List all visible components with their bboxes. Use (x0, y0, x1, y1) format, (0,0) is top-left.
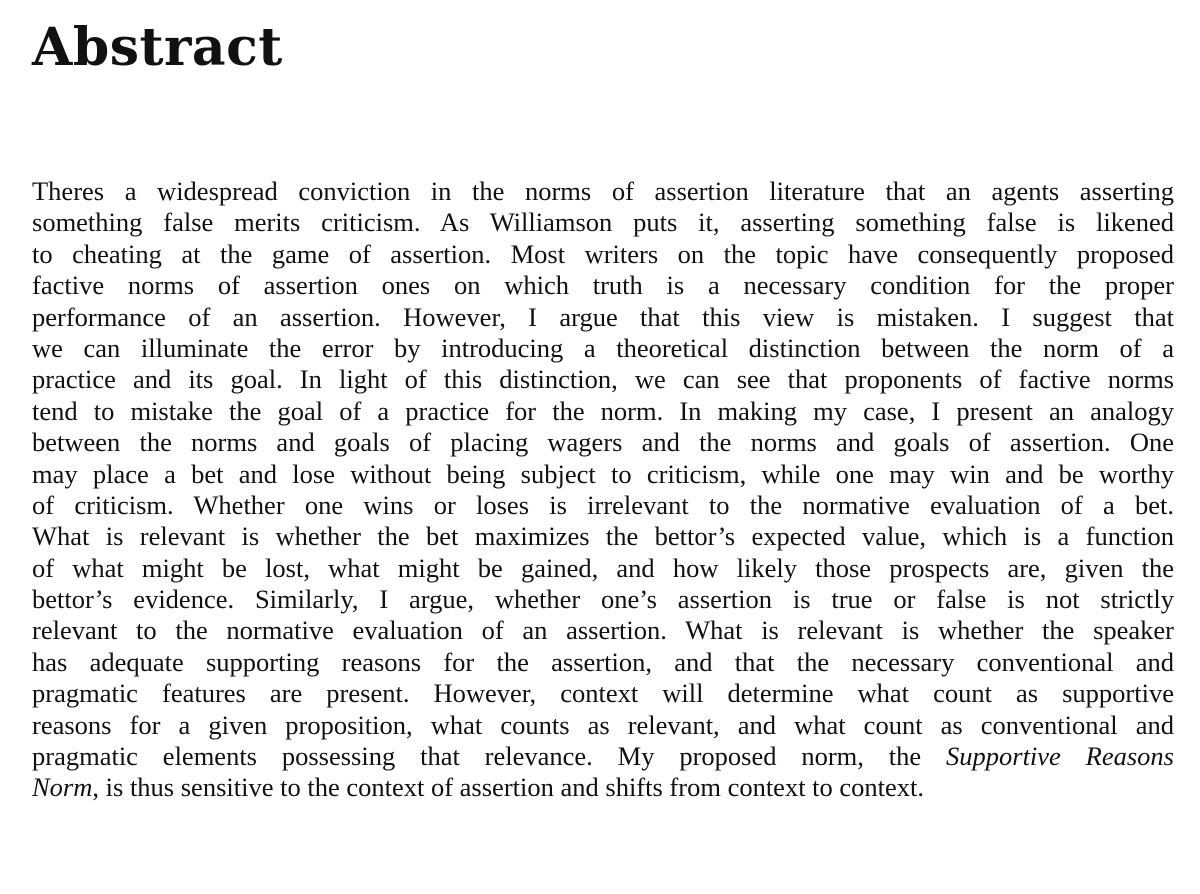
abstract-line-17: pragmatic features are present. However, context will determine what count as supportive (32, 678, 1174, 709)
norm-name-emphasis-end: Norm (32, 772, 93, 803)
abstract-line-16: has adequate supporting reasons for the assertion, and that the necessary conventional and (32, 646, 1174, 677)
abstract-line-8: tend to mistake the goal of a practice for the norm. In making my case, I present an analogy (32, 395, 1174, 426)
abstract-line-4: factive norms of assertion ones on which truth is a necessary condition for the proper (32, 270, 1174, 301)
abstract-line-18: reasons for a given proposition, what counts as relevant, and what count as conventional and (32, 709, 1174, 740)
abstract-line-19 (32, 741, 1174, 772)
abstract-line-2: something false merits criticism. As Williamson puts it, asserting something false is likened (32, 207, 1174, 238)
section-heading: Abstract (32, 17, 283, 78)
abstract-line-20-text: , is thus sensitive to the context of assertion and shifts from context to context. (92, 772, 925, 803)
abstract-line-13: of what might be lost, what might be gained, and how likely those prospects are, given the (32, 552, 1174, 583)
abstract-line-5: performance of an assertion. However, I argue that this view is mistaken. I suggest that (32, 301, 1174, 332)
abstract-line-10: may place a bet and lose without being subject to criticism, while one may win and be worthy (32, 458, 1174, 489)
abstract-line-6: we can illuminate the error by introducing a theoretical distinction between the norm of a (32, 332, 1174, 363)
abstract-line-20 (32, 772, 1174, 803)
abstract-line-15: relevant to the normative evaluation of an assertion. What is relevant is whether the speaker (32, 615, 1174, 646)
abstract-line-7: practice and its goal. In light of this distinction, we can see that proponents of factive norms (32, 364, 1174, 395)
abstract-paragraph (32, 176, 1174, 804)
abstract-line-9: between the norms and goals of placing wagers and the norms and goals of assertion. One (32, 427, 1174, 458)
abstract-line-1: Theres a widespread conviction in the norms of assertion literature that an agents asserting (32, 176, 1174, 206)
abstract-line-19-text: pragmatic elements possessing that relevance. My proposed norm, the (32, 741, 946, 772)
abstract-line-12: What is relevant is whether the bet maximizes the bettor’s expected value, which is a function (32, 521, 1174, 552)
abstract-line-11: of criticism. Whether one wins or loses is irrelevant to the normative evaluation of a bet. (32, 489, 1174, 520)
norm-name-emphasis: Supportive Reasons (946, 741, 1174, 772)
abstract-line-3: to cheating at the game of assertion. Most writers on the topic have consequently proposed (32, 238, 1174, 269)
abstract-line-14: bettor’s evidence. Similarly, I argue, whether one’s assertion is true or false is not strictly (32, 584, 1174, 615)
